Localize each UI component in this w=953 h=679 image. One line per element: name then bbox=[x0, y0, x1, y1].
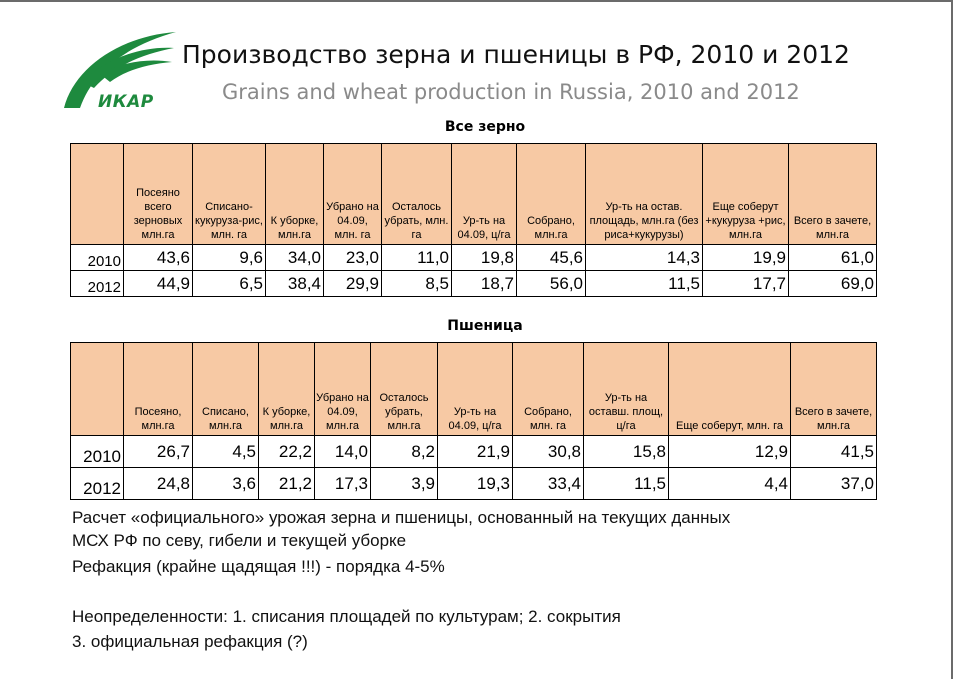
wheat-col-header: Осталось убрать, млн.га bbox=[371, 343, 438, 436]
wheat-col-header: Ур-ть на оставш. площ, ц/га bbox=[584, 343, 669, 436]
value-cell: 37,0 bbox=[791, 468, 877, 500]
wheat-col-header: К уборке, млн.га bbox=[259, 343, 315, 436]
value-cell: 45,6 bbox=[517, 245, 586, 271]
slide-border-top bbox=[0, 0, 953, 2]
value-cell: 12,9 bbox=[669, 436, 791, 468]
grain-col-header: Ур-ть на 04.09, ц/га bbox=[452, 144, 517, 245]
wheat-col-header: Всего в зачете, млн.га bbox=[791, 343, 877, 436]
grain-col-header: К уборке, млн.га bbox=[266, 144, 324, 245]
value-cell: 21,2 bbox=[259, 468, 315, 500]
value-cell: 30,8 bbox=[513, 436, 584, 468]
value-cell: 9,6 bbox=[193, 245, 266, 271]
value-cell: 4,5 bbox=[193, 436, 259, 468]
value-cell: 41,5 bbox=[791, 436, 877, 468]
note-line: Расчет «официального» урожая зерна и пшеницы, основанный на текущих данных bbox=[72, 508, 731, 527]
grain-col-header: Посеяно всего зерновых млн.га bbox=[124, 144, 193, 245]
value-cell: 33,4 bbox=[513, 468, 584, 500]
wheat-col-header bbox=[71, 343, 124, 436]
grain-col-header: Списано-кукуруза-рис, млн. га bbox=[193, 144, 266, 245]
value-cell: 56,0 bbox=[517, 271, 586, 297]
value-cell: 3,6 bbox=[193, 468, 259, 500]
wheat-table bbox=[70, 342, 877, 500]
wheat-col-header: Еще соберут, млн. га bbox=[669, 343, 791, 436]
logo-text: ИКАР bbox=[98, 92, 154, 112]
value-cell: 14,0 bbox=[315, 436, 371, 468]
table-row bbox=[71, 271, 877, 297]
wheat-col-header: Ур-ть на 04.09, ц/га bbox=[438, 343, 513, 436]
grain-col-header bbox=[71, 144, 124, 245]
value-cell: 11,5 bbox=[584, 468, 669, 500]
grain-header-row bbox=[71, 144, 877, 245]
value-cell: 34,0 bbox=[266, 245, 324, 271]
year-cell: 2012 bbox=[71, 271, 124, 297]
value-cell: 17,7 bbox=[703, 271, 789, 297]
note-line: Рефакция (крайне щадящая !!!) - порядка 4-5% bbox=[72, 557, 445, 576]
value-cell: 18,7 bbox=[452, 271, 517, 297]
ikar-logo bbox=[60, 30, 178, 114]
table-row bbox=[71, 468, 877, 500]
grain-col-header: Всего в зачете, млн.га bbox=[789, 144, 877, 245]
year-cell: 2010 bbox=[71, 245, 124, 271]
note-line: МСХ РФ по севу, гибели и текущей уборке bbox=[72, 531, 407, 550]
value-cell: 19,3 bbox=[438, 468, 513, 500]
grain-col-header: Еще соберут +кукуруза +рис, млн.га bbox=[703, 144, 789, 245]
value-cell: 11,0 bbox=[382, 245, 452, 271]
grain-col-header: Осталось убрать, млн. га bbox=[382, 144, 452, 245]
value-cell: 19,8 bbox=[452, 245, 517, 271]
table-row bbox=[71, 245, 877, 271]
value-cell: 23,0 bbox=[324, 245, 382, 271]
page-subtitle: Grains and wheat production in Russia, 2010 and 2012 bbox=[222, 80, 800, 104]
grain-section-title: Все зерно bbox=[444, 119, 526, 135]
value-cell: 3,9 bbox=[371, 468, 438, 500]
year-cell: 2012 bbox=[71, 468, 124, 500]
note-line: Неопределенности: 1. списания площадей по культурам; 2. сокрытия bbox=[72, 607, 621, 626]
value-cell: 17,3 bbox=[315, 468, 371, 500]
wheat-col-header: Посеяно, млн.га bbox=[124, 343, 193, 436]
wheat-col-header: Списано, млн.га bbox=[193, 343, 259, 436]
value-cell: 22,2 bbox=[259, 436, 315, 468]
wheat-section-title: Пшеница bbox=[447, 318, 523, 334]
page-title: Производство зерна и пшеницы в РФ, 2010 и 2012 bbox=[182, 40, 850, 69]
value-cell: 15,8 bbox=[584, 436, 669, 468]
wheat-header-row bbox=[71, 343, 877, 436]
value-cell: 26,7 bbox=[124, 436, 193, 468]
year-cell: 2010 bbox=[71, 436, 124, 468]
value-cell: 38,4 bbox=[266, 271, 324, 297]
value-cell: 4,4 bbox=[669, 468, 791, 500]
value-cell: 8,5 bbox=[382, 271, 452, 297]
wheat-col-header: Убрано на 04.09, млн.га bbox=[315, 343, 371, 436]
value-cell: 21,9 bbox=[438, 436, 513, 468]
grain-table bbox=[70, 143, 877, 297]
value-cell: 6,5 bbox=[193, 271, 266, 297]
table-row bbox=[71, 436, 877, 468]
value-cell: 8,2 bbox=[371, 436, 438, 468]
grain-col-header: Убрано на 04.09, млн. га bbox=[324, 144, 382, 245]
grain-col-header: Собрано, млн.га bbox=[517, 144, 586, 245]
value-cell: 11,5 bbox=[586, 271, 703, 297]
value-cell: 44,9 bbox=[124, 271, 193, 297]
value-cell: 43,6 bbox=[124, 245, 193, 271]
value-cell: 14,3 bbox=[586, 245, 703, 271]
note-line: 3. официальная рефакция (?) bbox=[72, 632, 308, 651]
value-cell: 29,9 bbox=[324, 271, 382, 297]
value-cell: 19,9 bbox=[703, 245, 789, 271]
wheat-col-header: Собрано, млн. га bbox=[513, 343, 584, 436]
value-cell: 69,0 bbox=[789, 271, 877, 297]
value-cell: 24,8 bbox=[124, 468, 193, 500]
grain-col-header: Ур-ть на остав. площадь, млн.га (без риса+кукурузы) bbox=[586, 144, 703, 245]
value-cell: 61,0 bbox=[789, 245, 877, 271]
